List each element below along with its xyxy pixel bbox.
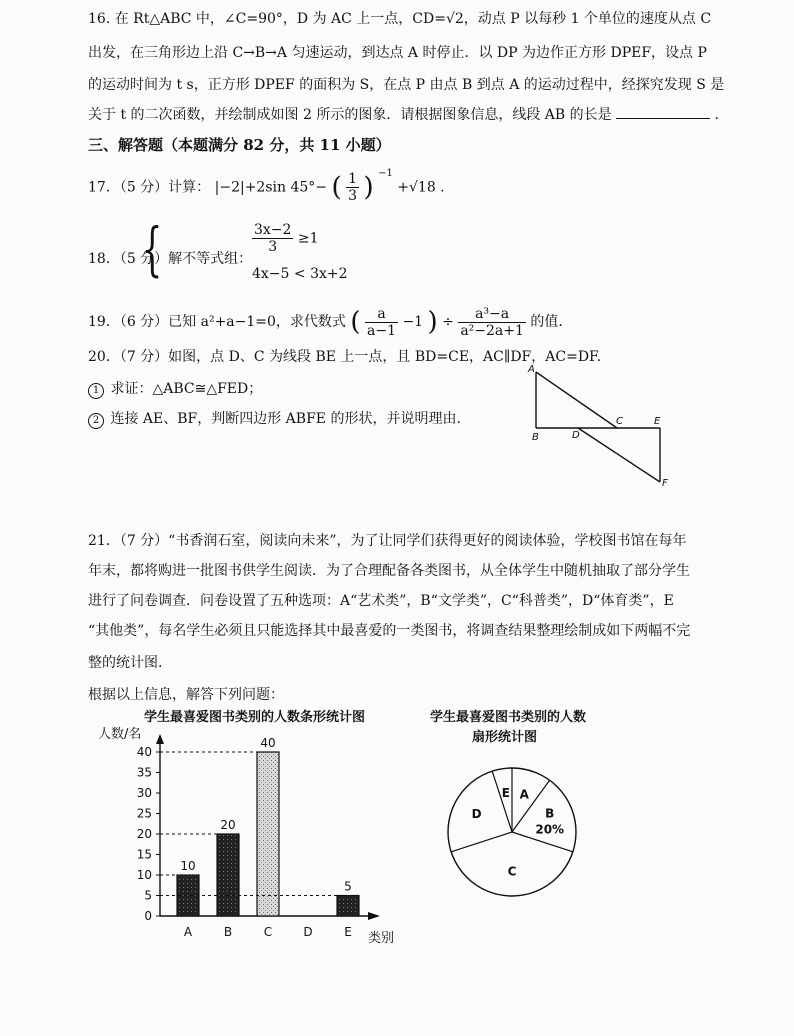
pie-divider-D bbox=[451, 832, 512, 852]
q18-ineq1-fraction: $\frac{3x-2}{3}$ bbox=[254, 222, 292, 255]
pie-divider-E bbox=[492, 771, 512, 832]
q18-brace: { bbox=[142, 215, 163, 283]
q18-ineq2: 4x−5 < 3x+2 bbox=[252, 266, 348, 282]
q19-suffix: 的值. bbox=[530, 314, 563, 330]
pie-label-E: E bbox=[501, 785, 510, 800]
q19-prefix: 19．（6 分）已知 a²+a−1=0，求代数式 bbox=[88, 314, 346, 330]
q16-end: . bbox=[714, 107, 719, 123]
pie-chart-title-line2: 扇形统计图 bbox=[472, 730, 538, 745]
y-tick-label: 40 bbox=[136, 745, 152, 759]
y-axis-arrow bbox=[156, 734, 164, 744]
q21-line1: 21．（7 分）“书香润石室，阅读向未来”，为了让同学们获得更好的阅读体验，学校图书馆在每年 bbox=[88, 533, 687, 549]
q21-line2: 年末，都将购进一批图书供学生阅读．为了合理配备各类图书，从全体学生中随机抽取了部分学生 bbox=[88, 563, 690, 579]
q20-line1: 20．（7 分）如图，点 D、C 为线段 BE 上一点，且 BD=CE，AC∥DF，AC=DF. bbox=[88, 349, 602, 365]
pie-chart-title-line1: 学生最喜爱图书类别的人数 bbox=[430, 710, 587, 725]
y-tick-label: 5 bbox=[144, 888, 152, 903]
y-tick-label: 10 bbox=[136, 868, 152, 882]
data-label-E: 5 bbox=[344, 879, 352, 894]
q17-fraction: $\frac{1}{3}$ bbox=[348, 171, 357, 205]
x-tick-label: D bbox=[303, 925, 313, 939]
q16-answer-blank[interactable] bbox=[616, 106, 710, 119]
q20-part2: 2 连接 AE、BF，判断四边形 ABFE 的形状，并说明理由. bbox=[88, 408, 461, 429]
y-tick-label: 20 bbox=[136, 827, 152, 841]
label-b: B bbox=[532, 432, 539, 443]
circled-number-2: 2 bbox=[88, 413, 104, 429]
pie-label-C: C bbox=[507, 864, 517, 879]
segment-ac bbox=[536, 372, 617, 428]
q16-text: 关于 t 的二次函数，并绘制成如图 2 所示的图象．请根据图象信息，线段 AB 的长是 bbox=[88, 107, 612, 123]
bar-chart bbox=[90, 722, 410, 952]
data-label-C: 40 bbox=[260, 736, 276, 750]
q21-line5: 整的统计图. bbox=[88, 655, 163, 671]
y-tick-label: 0 bbox=[144, 909, 152, 923]
bar-C bbox=[257, 752, 279, 916]
q17: 17．（5 分）计算： |−2|+2sin 45°− ( $\frac{1}{3}$ ) $^{-1}$ +√18 . bbox=[88, 168, 445, 205]
pie-percent-B: 20% bbox=[535, 822, 565, 837]
x-tick-label: C bbox=[263, 925, 273, 939]
q16-line3: 的运动时间为 t s，正方形 DPEF 的面积为 S，在点 P 由点 B 到点 A 的运动过程中，经探究发现 S 是 bbox=[88, 77, 725, 93]
label-d: D bbox=[572, 430, 580, 441]
label-a: A bbox=[528, 364, 535, 375]
q19-fraction1: $\frac{a}{a-1}$ bbox=[367, 305, 396, 339]
q16-line4 bbox=[88, 104, 719, 124]
label-c: C bbox=[616, 416, 623, 427]
data-label-A: 10 bbox=[180, 859, 196, 873]
q17-prefix: 17．（5 分）计算： bbox=[88, 179, 211, 196]
q21-line4: “其他类”，每名学生必须且只能选择其中最喜爱的一类图书，将调查结果整理绘制成如下两幅不完 bbox=[88, 623, 691, 639]
y-tick-label: 30 bbox=[136, 786, 152, 800]
q21-line3: 进行了问卷调查．问卷设置了五种选项：A“艺术类”，B“文学类”，C“科普类”，D“体育类”，E bbox=[88, 593, 674, 609]
q19: 19．（6 分）已知 a²+a−1=0，求代数式 ( $\frac{a}{a-1}$ −1 ) ÷ $\frac{\text{a³−a}}{\text{a²−2a+1}}$ 的值. bbox=[88, 305, 563, 339]
q17-exponent: −1 bbox=[378, 168, 393, 179]
bar-E bbox=[337, 896, 359, 917]
bar-B bbox=[217, 834, 239, 916]
x-axis-arrow bbox=[368, 912, 380, 920]
q17-expr-a: |−2|+2sin 45°− bbox=[214, 179, 328, 196]
x-tick-label: B bbox=[223, 925, 233, 939]
data-label-B: 20 bbox=[220, 818, 236, 832]
y-tick-label: 25 bbox=[136, 806, 152, 821]
pie-label-D: D bbox=[471, 806, 482, 821]
q20-part1: 1 求证：△ABC≅△FED； bbox=[88, 378, 262, 399]
circled-number-1: 1 bbox=[88, 383, 104, 399]
x-axis-label: 类别 bbox=[368, 931, 395, 946]
q16-line2: 出发，在三角形边上沿 C→B→A 匀速运动，到达点 A 时停止．以 DP 为边作正方形 DPEF，设点 P bbox=[88, 45, 707, 61]
q18-prefix: 18．（5 分）解不等式组： bbox=[88, 251, 253, 267]
y-axis-label: 人数/名 bbox=[98, 727, 142, 742]
segment-df bbox=[578, 428, 660, 482]
label-e: E bbox=[654, 416, 661, 427]
q16-line1: 16. 在 Rt△ABC 中，∠C=90°，D 为 AC 上一点，CD=√2，动点 P 以每秒 1 个单位的速度从点 C bbox=[88, 11, 712, 27]
q18-ineq1: $\frac{3x-2}{3}$ ≥1 bbox=[254, 222, 319, 255]
pie-label-A: A bbox=[519, 787, 529, 802]
pie-chart bbox=[440, 760, 590, 910]
y-tick-label: 35 bbox=[136, 765, 152, 780]
bar-chart-title: 学生最喜爱图书类别的人数条形统计图 bbox=[144, 710, 366, 725]
x-tick-label: E bbox=[344, 925, 352, 939]
label-f: F bbox=[662, 478, 668, 489]
y-tick-label: 15 bbox=[136, 847, 152, 862]
q19-fraction2: $\frac{\text{a³−a}}{\text{a²−2a+1}}$ bbox=[460, 305, 524, 339]
q17-expr-b: +√18 . bbox=[397, 179, 445, 196]
x-tick-label: A bbox=[183, 925, 193, 939]
pie-label-B: B bbox=[545, 806, 555, 821]
q21-line6: 根据以上信息，解答下列问题： bbox=[88, 687, 284, 703]
q20-geometry-figure bbox=[520, 362, 680, 492]
section-title: 三、解答题（本题满分 82 分，共 11 小题） bbox=[88, 136, 391, 154]
